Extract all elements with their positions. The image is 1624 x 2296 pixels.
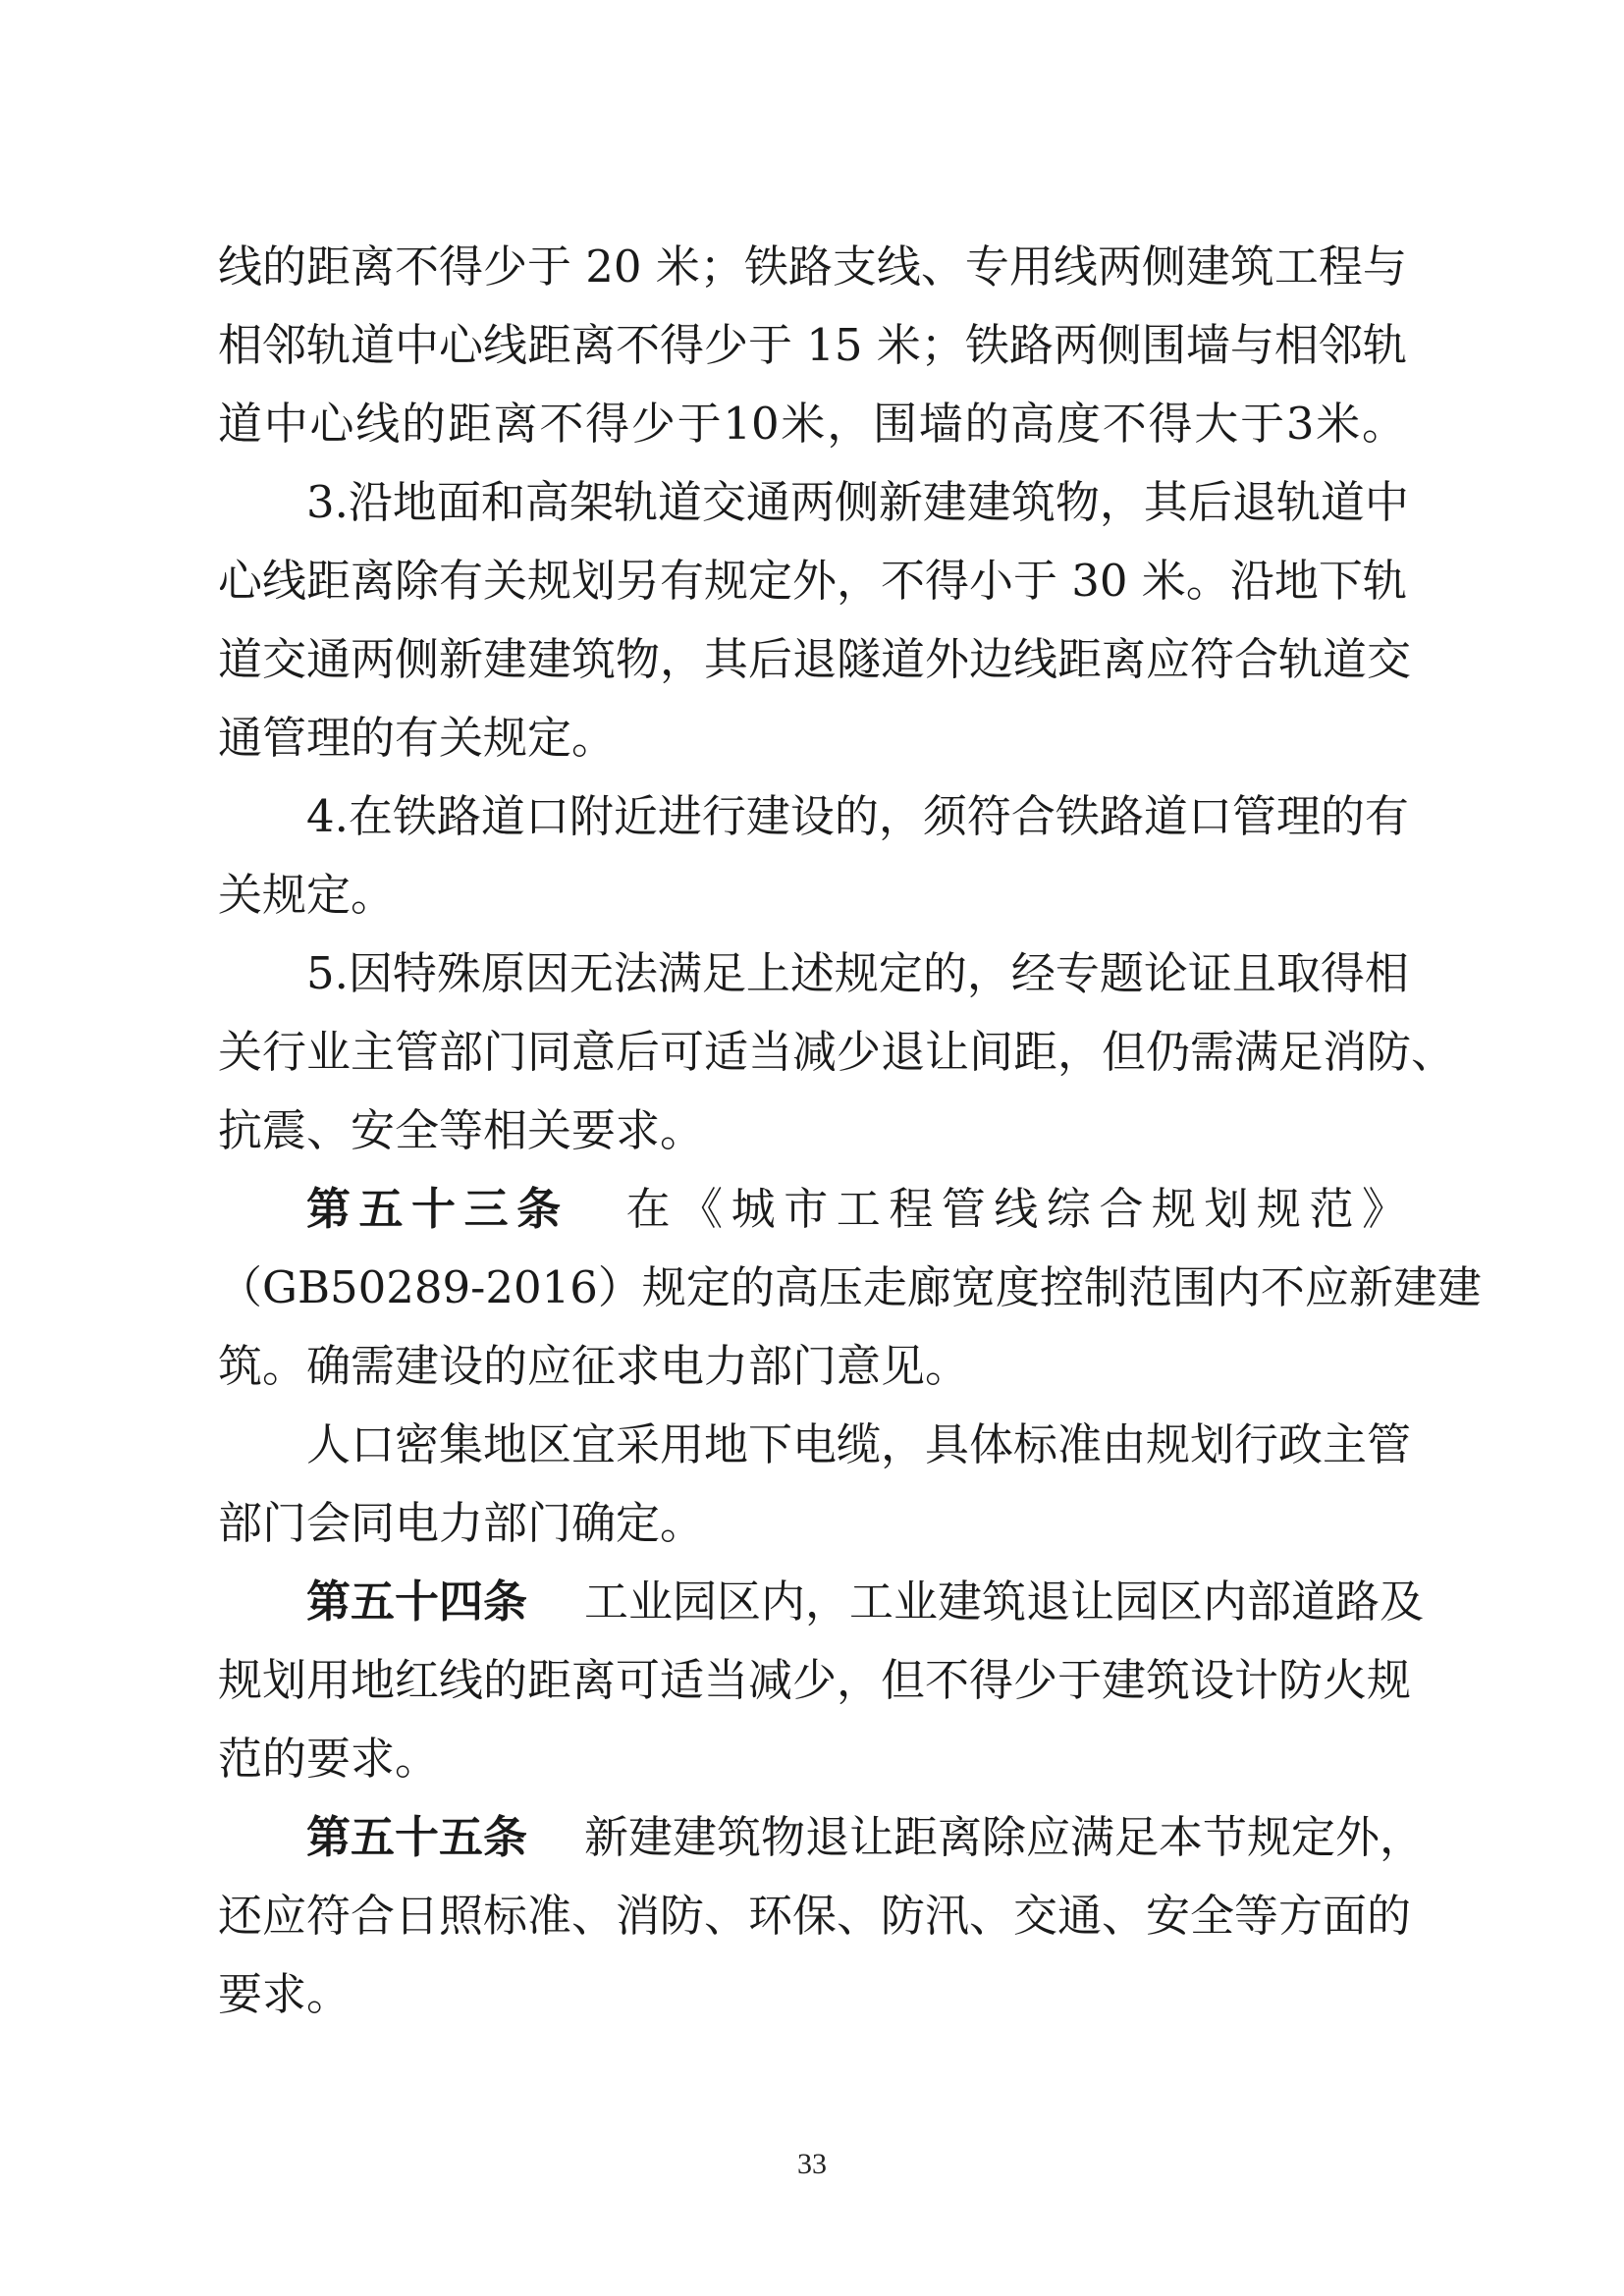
- text-line: 5.因特殊原因无法满足上述规定的，经专题论证且取得相: [306, 947, 1409, 999]
- text-line: 还应符合日照标准、消防、环保、防汛、交通、安全等方面的: [218, 1890, 1412, 1942]
- text-line: 通管理的有关规定。: [218, 712, 617, 764]
- text-line: 要求。: [218, 1968, 352, 2020]
- text-line: 道交通两侧新建建筑物，其后退隧道外边线距离应符合轨道交: [218, 633, 1412, 685]
- text-line: 人口密集地区宜采用地下电缆，具体标准由规划行政主管: [306, 1418, 1412, 1470]
- article-53-first-line: [306, 1170, 1406, 1249]
- text-line: 心线距离除有关规划另有规定外，不得小于 30 米。沿地下轨: [218, 555, 1407, 607]
- article-54-first-line: [306, 1563, 1425, 1641]
- text-line: 3.沿地面和高架轨道交通两侧新建建筑物，其后退轨道中: [306, 476, 1409, 528]
- article-53-prefix: 在: [625, 1183, 679, 1235]
- text-line: 筑。确需建设的应征求电力部门意见。: [218, 1340, 970, 1392]
- text-line: 4.在铁路道口附近进行建设的，须符合铁路道口管理的有: [306, 790, 1409, 842]
- text-line: （GB50289-2016）规定的高压走廊宽度控制范围内不应新建建: [218, 1261, 1482, 1313]
- text-line: 相邻轨道中心线距离不得少于 15 米；铁路两侧围墙与相邻轨: [218, 319, 1407, 371]
- article-54-label: 第五十四条: [306, 1575, 528, 1628]
- text-line: 规划用地红线的距离可适当减少，但不得少于建筑设计防火规: [218, 1654, 1412, 1706]
- text-line: 道中心线的距离不得少于10米，围墙的高度不得大于3米。: [218, 398, 1406, 450]
- text-line: 部门会同电力部门确定。: [218, 1497, 705, 1549]
- article-53-label: 第五十三条: [306, 1183, 569, 1235]
- text-line: 范的要求。: [218, 1733, 440, 1785]
- text-segment: 《城市工程管线综合规划规范》: [678, 1183, 1406, 1235]
- page-number: 33: [797, 2148, 827, 2180]
- text-line: 关规定。: [218, 869, 396, 921]
- article-55-label: 第五十五条: [306, 1811, 528, 1863]
- text-segment: 工业园区内，工业建筑退让园区内部道路及: [584, 1575, 1425, 1628]
- text-line: 抗震、安全等相关要求。: [218, 1104, 705, 1156]
- text-segment: 新建建筑物退让距离除应满足本节规定外，: [584, 1811, 1425, 1863]
- text-line: 关行业主管部门同意后可适当减少退让间距，但仍需满足消防、: [218, 1026, 1456, 1078]
- article-55-first-line: [306, 1798, 1425, 1877]
- text-line: 线的距离不得少于 20 米；铁路支线、专用线两侧建筑工程与: [218, 240, 1407, 293]
